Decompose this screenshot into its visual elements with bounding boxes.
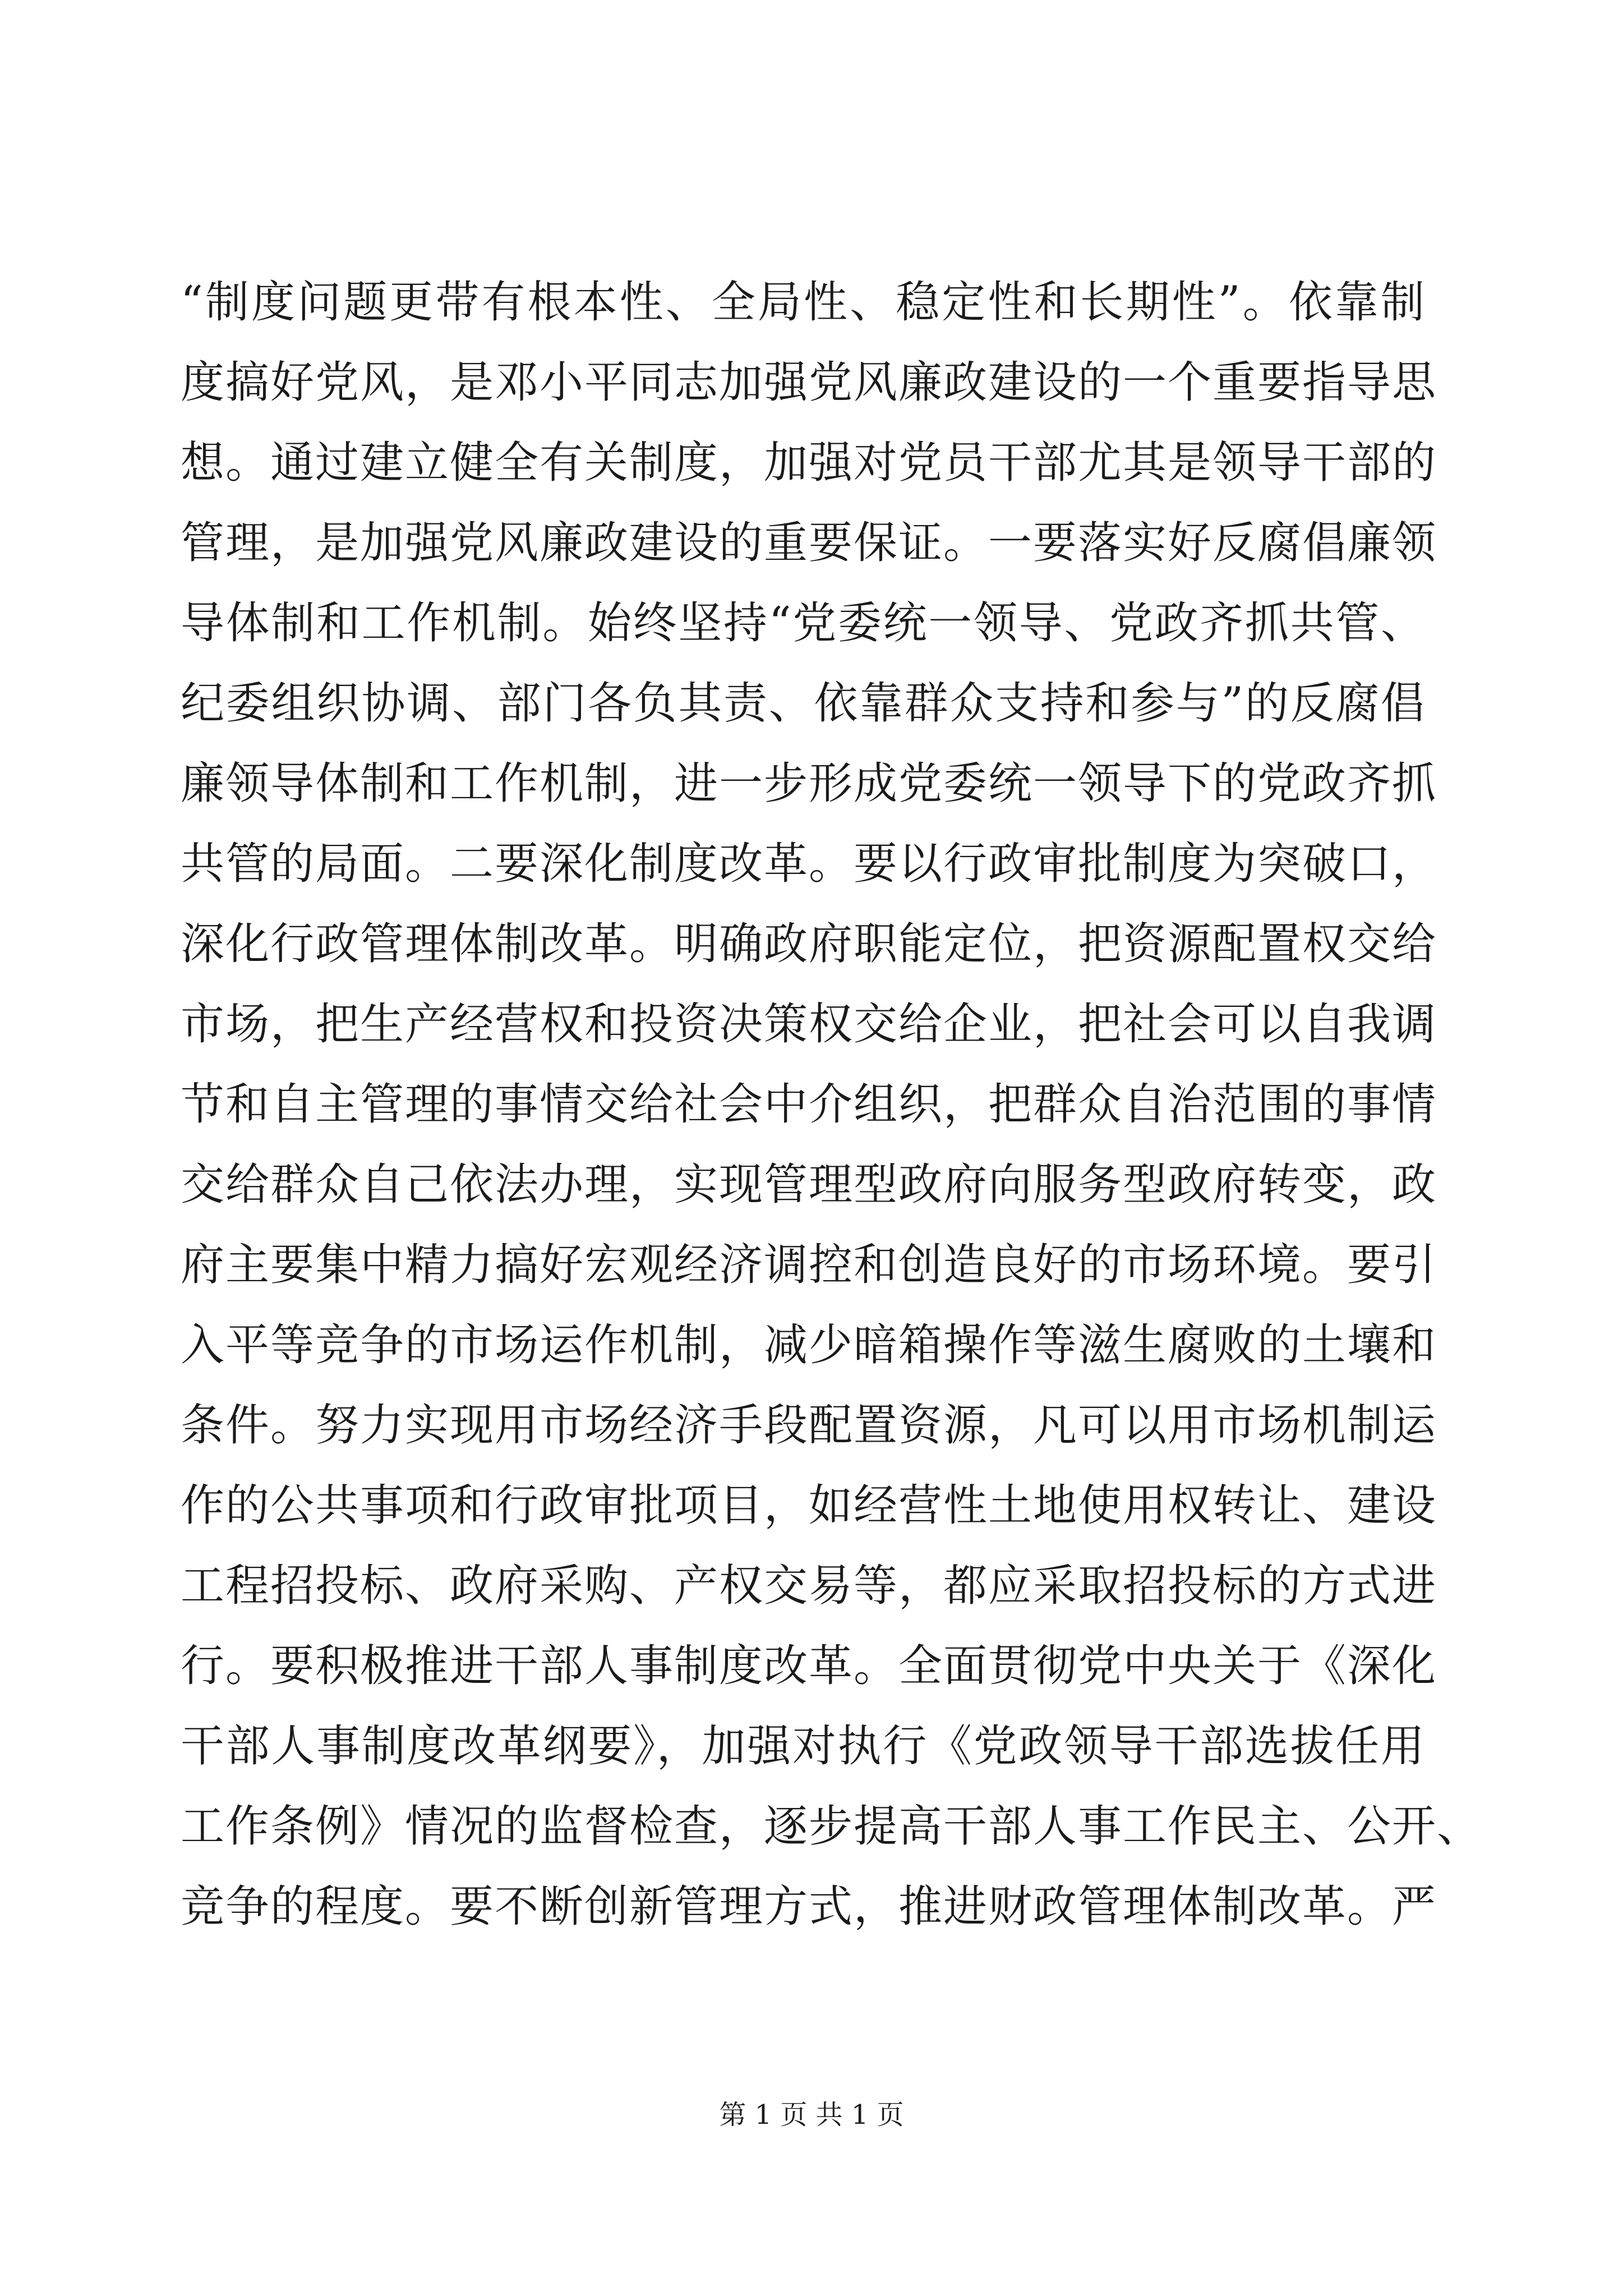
text-line: 度搞好党风，是邓小平同志加强党风廉政建设的一个重要指导思 (181, 357, 1437, 408)
text-line: 府主要集中精力搞好宏观经济调控和创造良好的市场环境。要引 (181, 1240, 1437, 1290)
text-line: 行。要积极推进干部人事制度改革。全面贯彻党中央关于《深化 (181, 1641, 1437, 1691)
text-line: 节和自主管理的事情交给社会中介组织，把群众自治范围的事情 (181, 1079, 1437, 1130)
text-line: 工作条例》情况的监督检查，逐步提高干部人事工作民主、公开、 (181, 1801, 1482, 1852)
text-line: 深化行政管理体制改革。明确政府职能定位，把资源配置权交给 (181, 919, 1437, 969)
text-line: 条件。努力实现用市场经济手段配置资源，凡可以用市场机制运 (181, 1400, 1437, 1451)
page-footer: 第 1 页 共 1 页 (719, 2099, 904, 2131)
text-line: “制度问题更带有根本性、全局性、稳定性和长期性”。依靠制 (181, 277, 1426, 328)
text-line: 管理，是加强党风廉政建设的重要保证。一要落实好反腐倡廉领 (181, 518, 1437, 568)
text-line: 廉领导体制和工作机制，进一步形成党委统一领导下的党政齐抓 (181, 758, 1437, 809)
body-paragraph (181, 263, 1482, 1947)
text-line: 纪委组织协调、部门各负其责、依靠群众支持和参与”的反腐倡 (181, 678, 1426, 729)
text-line: 作的公共事项和行政审批项目，如经营性土地使用权转让、建设 (181, 1480, 1437, 1531)
text-line: 共管的局面。二要深化制度改革。要以行政审批制度为突破口， (181, 839, 1437, 889)
text-line: 工程招投标、政府采购、产权交易等，都应采取招投标的方式进 (181, 1561, 1437, 1611)
text-line: 交给群众自己依法办理，实现管理型政府向服务型政府转变，政 (181, 1159, 1437, 1210)
text-line: 想。通过建立健全有关制度，加强对党员干部尤其是领导干部的 (181, 438, 1437, 488)
text-line: 竞争的程度。要不断创新管理方式，推进财政管理体制改革。严 (181, 1881, 1437, 1932)
text-line: 市场，把生产经营权和投资决策权交给企业，把社会可以自我调 (181, 999, 1437, 1050)
text-line: 导体制和工作机制。始终坚持“党委统一领导、党政齐抓共管、 (181, 598, 1426, 648)
text-line: 入平等竞争的市场运作机制，减少暗箱操作等滋生腐败的土壤和 (181, 1320, 1437, 1370)
text-line: 干部人事制度改革纲要》，加强对执行《党政领导干部选拔任用 (181, 1721, 1426, 1772)
